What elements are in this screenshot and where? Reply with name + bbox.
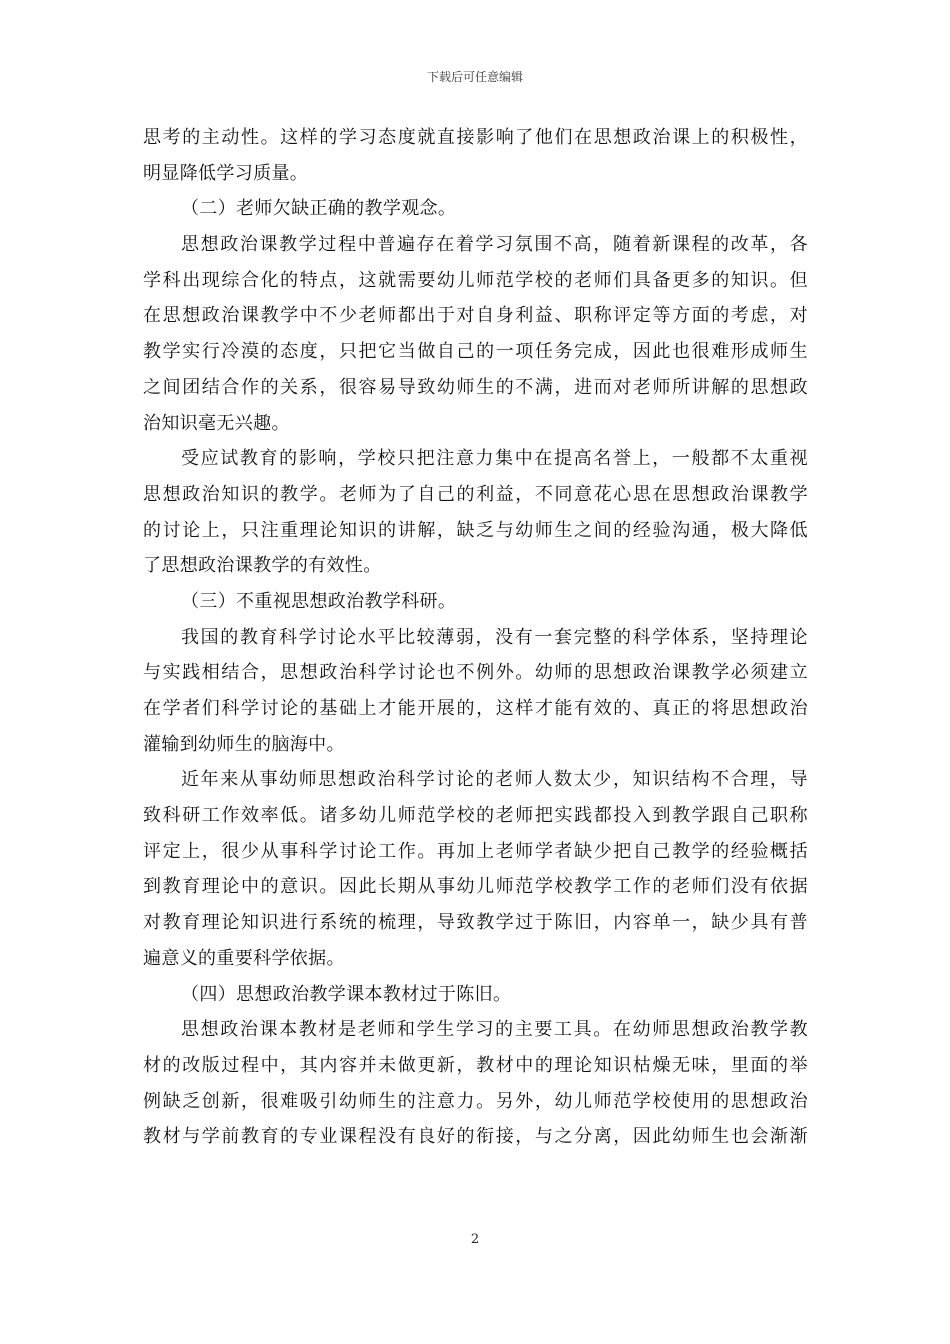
text-line: 思想政治知识的教学。老师为了自己的利益，不同意花心思在思想政治课教学 xyxy=(143,483,808,505)
text-line: 教学实行冷漠的态度，只把它当做自己的一项任务完成，因此也很难形成师生 xyxy=(143,341,808,363)
text-line: 灌输到幼师生的脑海中。 xyxy=(143,733,345,755)
text-line: 对教育理论知识进行系统的梳理，导致教学过于陈旧，内容单一，缺少具有普 xyxy=(143,912,808,934)
text-line: 受应试教育的影响，学校只把注意力集中在提高名誉上，一般都不太重视 xyxy=(181,448,808,470)
text-line: （三）不重视思想政治教学科研。 xyxy=(181,590,457,612)
text-line: 到教育理论中的意识。因此长期从事幼儿师范学校教学工作的老师们没有依据 xyxy=(143,876,808,898)
text-line: 教材与学前教育的专业课程没有良好的衔接，与之分离，因此幼师生也会渐渐 xyxy=(143,1126,808,1148)
text-line: 在思想政治课教学中不少老师都出于对自身利益、职称评定等方面的考虑，对 xyxy=(143,305,808,327)
text-line: 了思想政治课教学的有效性。 xyxy=(143,555,382,577)
text-line: 明显降低学习质量。 xyxy=(143,162,309,184)
text-line: 材的改版过程中，其内容并未做更新，教材中的理论知识枯燥无味，里面的举 xyxy=(143,1054,808,1076)
text-line: 评定上，很少从事科学讨论工作。再加上老师学者缺少把自己教学的经验概括 xyxy=(143,840,808,862)
text-line: 治知识毫无兴趣。 xyxy=(143,412,290,434)
text-line: 近年来从事幼师思想政治科学讨论的老师人数太少，知识结构不合理，导 xyxy=(181,769,808,791)
document-body xyxy=(143,120,808,1155)
text-line: 思考的主动性。这样的学习态度就直接影响了他们在思想政治课上的积极性， xyxy=(143,127,808,148)
text-line: （四）思想政治教学课本教材过于陈旧。 xyxy=(181,983,512,1005)
text-line: 遍意义的重要科学依据。 xyxy=(143,947,345,969)
page-header: 下载后可任意编辑 xyxy=(426,70,523,84)
page-number: 2 xyxy=(470,1232,480,1247)
text-line: 致科研工作效率低。诸多幼儿师范学校的老师把实践都投入到教学跟自己职称 xyxy=(143,805,808,827)
text-line: 我国的教育科学讨论水平比较薄弱，没有一套完整的科学体系，坚持理论 xyxy=(181,626,808,648)
text-line: 之间团结合作的关系，很容易导致幼师生的不满，进而对老师所讲解的思想政 xyxy=(143,376,808,398)
text-line: 例缺乏创新，很难吸引幼师生的注意力。另外，幼儿师范学校使用的思想政治 xyxy=(143,1090,808,1112)
text-line: （二）老师欠缺正确的教学观念。 xyxy=(181,198,457,220)
text-line: 在学者们科学讨论的基础上才能开展的，这样才能有效的、真正的将思想政治 xyxy=(143,698,808,719)
text-line: 与实践相结合，思想政治科学讨论也不例外。幼师的思想政治课教学必须建立 xyxy=(143,662,808,684)
text-line: 思想政治课教学过程中普遍存在着学习氛围不高，随着新课程的改革，各 xyxy=(181,234,808,256)
text-line: 学科出现综合化的特点，这就需要幼儿师范学校的老师们具备更多的知识。但 xyxy=(143,269,808,291)
text-line: 的讨论上，只注重理论知识的讲解，缺乏与幼师生之间的经验沟通，极大降低 xyxy=(143,519,808,541)
text-line: 思想政治课本教材是老师和学生学习的主要工具。在幼师思想政治教学教 xyxy=(181,1019,808,1041)
